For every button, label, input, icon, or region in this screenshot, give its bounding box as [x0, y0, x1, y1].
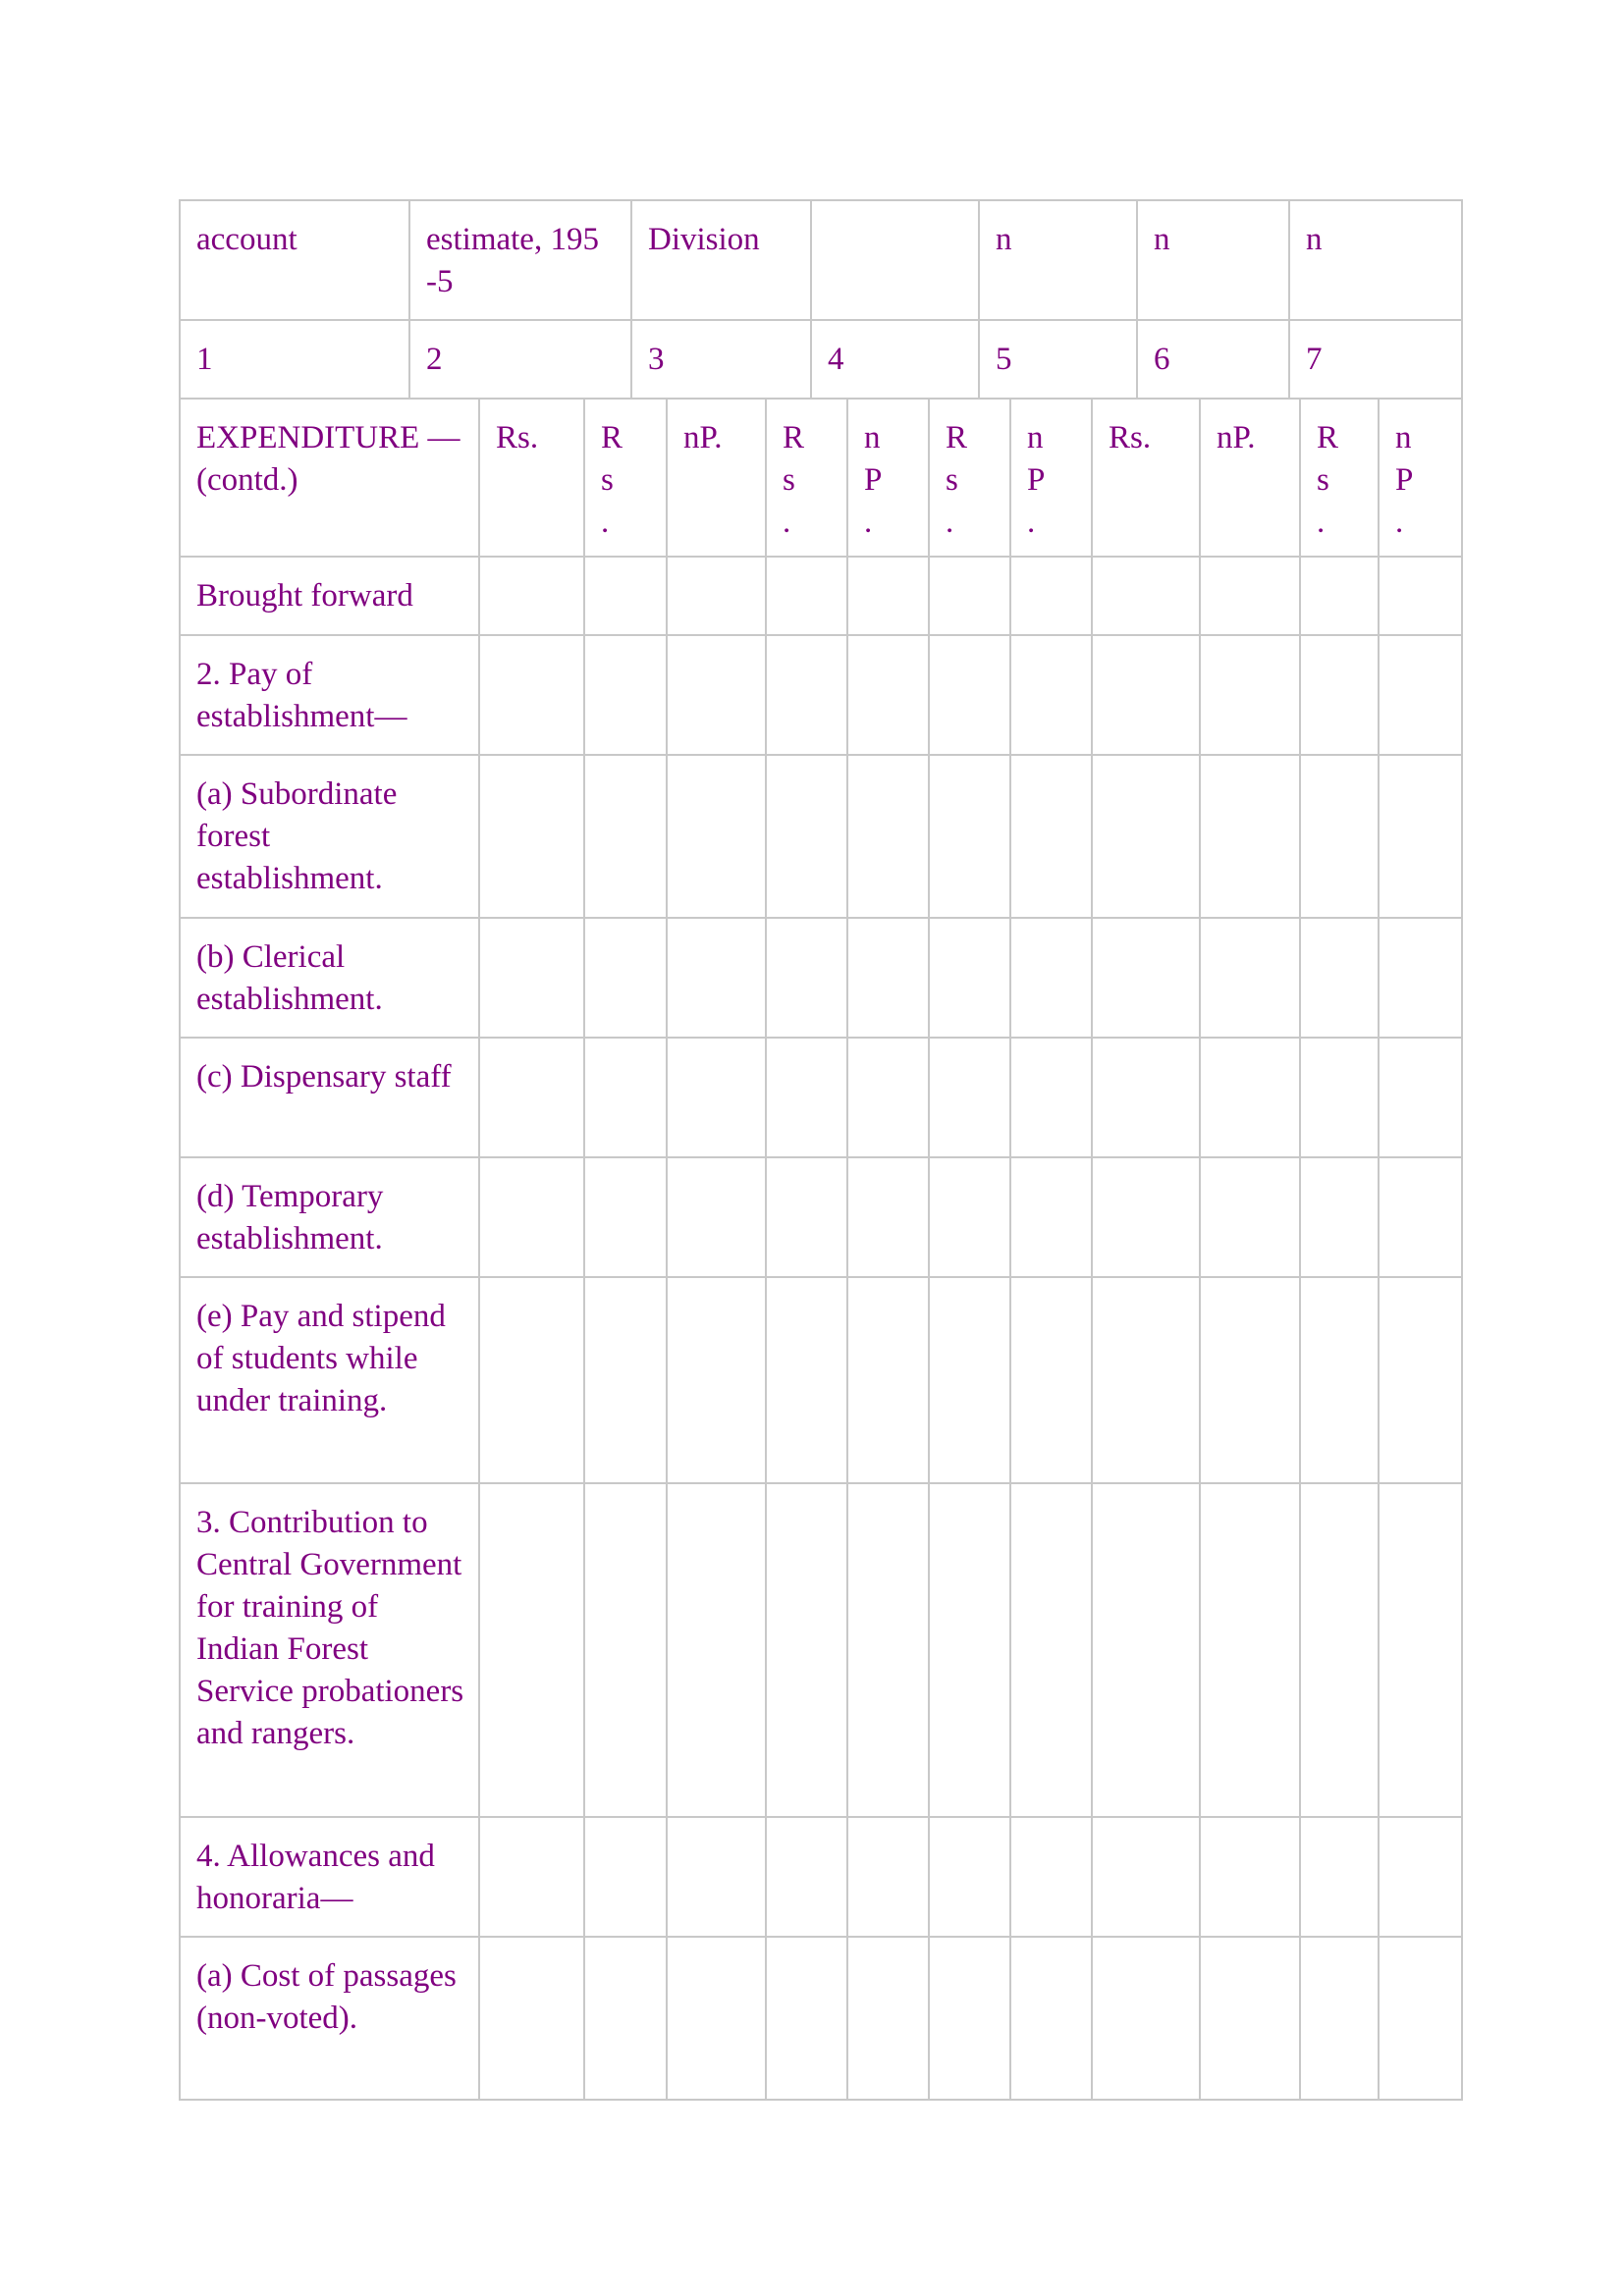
heading-col-6: n	[1137, 200, 1289, 320]
unit-cell: Rs.	[929, 399, 1010, 557]
unit-cell: Rs.	[479, 399, 584, 557]
amount-cell	[584, 1277, 667, 1483]
amount-cell	[1200, 1817, 1300, 1937]
amount-cell	[847, 1937, 929, 2100]
heading-col-4	[811, 200, 979, 320]
column-number: 6	[1137, 320, 1289, 399]
amount-cell	[479, 635, 584, 755]
amount-cell	[1092, 1038, 1200, 1157]
row-label: (e) Pay and stipend of students while under training.	[180, 1277, 479, 1483]
amount-cell	[766, 918, 847, 1038]
unit-cell: nP.	[847, 399, 929, 557]
amount-cell	[929, 557, 1010, 635]
amount-cell	[766, 1277, 847, 1483]
amount-cell	[667, 755, 766, 918]
amount-cell	[929, 1277, 1010, 1483]
amount-cell	[667, 1157, 766, 1277]
table-row	[180, 1483, 1462, 1817]
amount-cell	[1010, 1277, 1092, 1483]
amount-cell	[479, 1038, 584, 1157]
unit-cell: nP.	[667, 399, 766, 557]
table-row	[180, 755, 1462, 918]
unit-cell: nP.	[1200, 399, 1300, 557]
unit-cell: Rs.	[1300, 399, 1379, 557]
amount-cell	[1200, 1277, 1300, 1483]
amount-cell	[1200, 918, 1300, 1038]
amount-cell	[1379, 1937, 1462, 2100]
amount-cell	[1010, 918, 1092, 1038]
amount-cell	[929, 918, 1010, 1038]
amount-cell	[584, 918, 667, 1038]
amount-cell	[847, 1483, 929, 1817]
amount-cell	[1092, 1157, 1200, 1277]
amount-cell	[584, 1038, 667, 1157]
amount-cell	[1010, 1483, 1092, 1817]
table-row	[180, 918, 1462, 1038]
amount-cell	[584, 1157, 667, 1277]
amount-cell	[584, 1483, 667, 1817]
amount-cell	[847, 1817, 929, 1937]
amount-cell	[1300, 1157, 1379, 1277]
unit-cell: Rs.	[584, 399, 667, 557]
amount-cell	[667, 918, 766, 1038]
amount-cell	[479, 1157, 584, 1277]
amount-cell	[766, 635, 847, 755]
amount-cell	[1379, 635, 1462, 755]
units-row	[180, 399, 1462, 557]
amount-cell	[847, 755, 929, 918]
amount-cell	[479, 755, 584, 918]
amount-cell	[929, 1157, 1010, 1277]
amount-cell	[847, 1277, 929, 1483]
header-table	[179, 199, 1463, 400]
row-label: (b) Clerical establishment.	[180, 918, 479, 1038]
table-row	[180, 1277, 1462, 1483]
amount-cell	[667, 557, 766, 635]
column-number: 5	[979, 320, 1137, 399]
amount-cell	[667, 1817, 766, 1937]
amount-cell	[766, 1817, 847, 1937]
unit-cell: nP.	[1010, 399, 1092, 557]
unit-cell: Rs.	[766, 399, 847, 557]
amount-cell	[1379, 1277, 1462, 1483]
heading-col-5: n	[979, 200, 1137, 320]
amount-cell	[1092, 635, 1200, 755]
amount-cell	[1200, 755, 1300, 918]
table-row	[180, 1937, 1462, 2100]
amount-cell	[766, 755, 847, 918]
amount-cell	[479, 1483, 584, 1817]
amount-cell	[1379, 557, 1462, 635]
amount-cell	[766, 1038, 847, 1157]
heading-col-7: n	[1289, 200, 1462, 320]
amount-cell	[1379, 1157, 1462, 1277]
amount-cell	[584, 1817, 667, 1937]
amount-cell	[929, 1817, 1010, 1937]
heading-division: Division	[631, 200, 811, 320]
amount-cell	[1200, 557, 1300, 635]
amount-cell	[667, 1937, 766, 2100]
expenditure-table	[179, 398, 1463, 2101]
amount-cell	[1010, 1937, 1092, 2100]
amount-cell	[667, 635, 766, 755]
row-label: (a) Cost of passages (non-voted).	[180, 1937, 479, 2100]
amount-cell	[1300, 1277, 1379, 1483]
amount-cell	[1300, 755, 1379, 918]
column-number: 3	[631, 320, 811, 399]
amount-cell	[667, 1277, 766, 1483]
amount-cell	[1200, 1038, 1300, 1157]
amount-cell	[1092, 918, 1200, 1038]
amount-cell	[766, 1483, 847, 1817]
amount-cell	[1010, 1817, 1092, 1937]
amount-cell	[479, 557, 584, 635]
amount-cell	[766, 1157, 847, 1277]
amount-cell	[1200, 1157, 1300, 1277]
column-number: 2	[409, 320, 631, 399]
row-label: 4. Allowances and honoraria—	[180, 1817, 479, 1937]
amount-cell	[479, 918, 584, 1038]
row-label: (c) Dispensary staff	[180, 1038, 479, 1157]
amount-cell	[1300, 1483, 1379, 1817]
table-row	[180, 1038, 1462, 1157]
amount-cell	[1300, 1038, 1379, 1157]
amount-cell	[1010, 755, 1092, 918]
amount-cell	[479, 1817, 584, 1937]
amount-cell	[584, 1937, 667, 2100]
amount-cell	[1379, 1038, 1462, 1157]
amount-cell	[929, 1483, 1010, 1817]
unit-cell: nP.	[1379, 399, 1462, 557]
amount-cell	[1300, 1817, 1379, 1937]
amount-cell	[1300, 557, 1379, 635]
amount-cell	[847, 557, 929, 635]
column-heading-row	[180, 200, 1462, 320]
amount-cell	[929, 1038, 1010, 1157]
amount-cell	[847, 918, 929, 1038]
units-row-label: EXPENDITURE —(contd.)	[180, 399, 479, 557]
amount-cell	[1092, 755, 1200, 918]
amount-cell	[1200, 1483, 1300, 1817]
column-number: 4	[811, 320, 979, 399]
amount-cell	[1010, 557, 1092, 635]
amount-cell	[1200, 1937, 1300, 2100]
table-row	[180, 557, 1462, 635]
amount-cell	[667, 1038, 766, 1157]
row-label: (a) Subordinate forest establishment.	[180, 755, 479, 918]
table-row	[180, 1157, 1462, 1277]
heading-account: account	[180, 200, 409, 320]
amount-cell	[847, 635, 929, 755]
table-row	[180, 1817, 1462, 1937]
row-label: Brought forward	[180, 557, 479, 635]
amount-cell	[1300, 635, 1379, 755]
amount-cell	[766, 557, 847, 635]
amount-cell	[584, 557, 667, 635]
amount-cell	[1300, 1937, 1379, 2100]
amount-cell	[847, 1157, 929, 1277]
amount-cell	[929, 755, 1010, 918]
amount-cell	[1010, 1038, 1092, 1157]
amount-cell	[1300, 918, 1379, 1038]
heading-estimate: estimate, 195 -5	[409, 200, 631, 320]
column-number-row	[180, 320, 1462, 399]
row-label: (d) Temporary establishment.	[180, 1157, 479, 1277]
amount-cell	[1010, 635, 1092, 755]
row-label: 2. Pay of establishment—	[180, 635, 479, 755]
amount-cell	[766, 1937, 847, 2100]
amount-cell	[1379, 918, 1462, 1038]
amount-cell	[1379, 755, 1462, 918]
column-number: 1	[180, 320, 409, 399]
amount-cell	[1092, 1483, 1200, 1817]
table-row	[180, 635, 1462, 755]
amount-cell	[929, 635, 1010, 755]
amount-cell	[479, 1277, 584, 1483]
amount-cell	[1379, 1483, 1462, 1817]
amount-cell	[1379, 1817, 1462, 1937]
amount-cell	[667, 1483, 766, 1817]
amount-cell	[847, 1038, 929, 1157]
amount-cell	[1092, 1817, 1200, 1937]
amount-cell	[1010, 1157, 1092, 1277]
amount-cell	[929, 1937, 1010, 2100]
row-label: 3. Contribution to Central Government for training of Indian Forest Service probationers and rangers.	[180, 1483, 479, 1817]
amount-cell	[1200, 635, 1300, 755]
amount-cell	[584, 635, 667, 755]
amount-cell	[1092, 557, 1200, 635]
amount-cell	[1092, 1277, 1200, 1483]
unit-cell: Rs.	[1092, 399, 1200, 557]
column-number: 7	[1289, 320, 1462, 399]
amount-cell	[584, 755, 667, 918]
amount-cell	[1092, 1937, 1200, 2100]
amount-cell	[479, 1937, 584, 2100]
